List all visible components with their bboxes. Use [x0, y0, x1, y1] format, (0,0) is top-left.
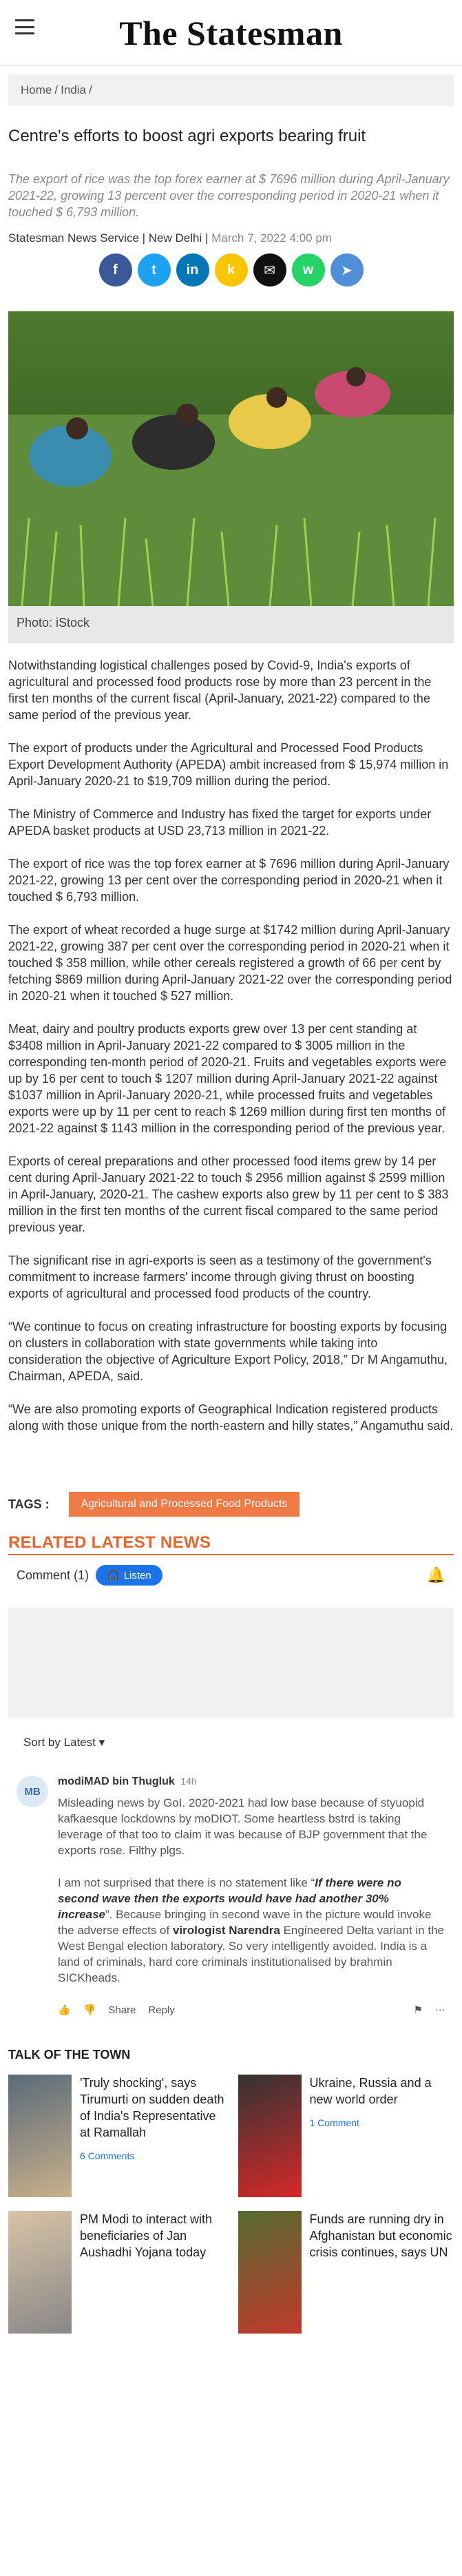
- article-figure: [8, 311, 454, 643]
- share-button[interactable]: Share: [108, 2004, 136, 2016]
- talk-of-town-heading: TALK OF THE TOWN: [8, 2048, 131, 2061]
- telegram-icon[interactable]: ➤: [330, 253, 364, 287]
- related-news-heading: RELATED LATEST NEWS: [8, 1533, 454, 1555]
- publish-date: March 7, 2022 4:00 pm: [211, 231, 332, 245]
- photo-caption: Photo: iStock: [8, 606, 454, 643]
- talk-of-town-grid: [8, 2075, 454, 2334]
- koo-icon[interactable]: k: [215, 253, 248, 287]
- breadcrumb-sep: /: [54, 83, 59, 96]
- flag-icon[interactable]: ⚑: [413, 2004, 423, 2016]
- tag-item[interactable]: Agricultural and Processed Food Products: [69, 1492, 300, 1517]
- byline: Statesman News Service | New Delhi | March 7, 2022 4:00 pm: [8, 231, 332, 245]
- article-title: Centre's efforts to boost agri exports bearing fruit: [8, 127, 366, 145]
- talk-card-comments[interactable]: 1 Comment: [309, 2117, 359, 2128]
- article-paragraph: The export of rice was the top forex earner at $ 7696 million during April-January 2021-22, growing 13 per cent over the corresponding period in 2020-21 when it touched $ 6,793 million.: [8, 857, 450, 904]
- reply-button[interactable]: Reply: [148, 2004, 175, 2016]
- article-body: [8, 657, 454, 1434]
- sort-dropdown[interactable]: [8, 1736, 454, 1749]
- talk-card[interactable]: [8, 2075, 224, 2197]
- headphones-icon: 🎧: [107, 1570, 120, 1581]
- listen-label: Listen: [123, 1569, 151, 1581]
- location: New Delhi: [148, 231, 202, 245]
- article-summary: The export of rice was the top forex earner at $ 7696 million during April-January 2021-22, growing 13 percent over the corresponding period in 2020-21 when it touched $ 6,793 million.: [8, 172, 450, 219]
- talk-card-title[interactable]: PM Modi to interact with beneficiaries of Jan Aushadhi Yojana today: [80, 2212, 213, 2259]
- whatsapp-icon[interactable]: w: [292, 253, 325, 287]
- chevron-down-icon: ▾: [98, 1736, 105, 1749]
- author[interactable]: Statesman News Service: [8, 231, 139, 245]
- sort-label: Sort by Latest: [23, 1736, 96, 1749]
- article-paragraph: “We continue to focus on creating infrastructure for boosting exports by focusing on clusters in collaboration with state governments while taking into consideration the objective of Agriculture Export Policy, 2018,” Dr M Angamuthu, Chairman, APEDA, said.: [8, 1320, 448, 1383]
- share-bar: [8, 253, 454, 287]
- talk-card-thumbnail[interactable]: [8, 2211, 72, 2334]
- talk-card-title[interactable]: Funds are running dry in Afghanistan but economic crisis continues, says UN: [309, 2212, 452, 2259]
- article-paragraph: The export of products under the Agricultural and Processed Food Products Export Development Authority (APEDA) ambit increased from $ 15,974 million in April-January 2020-21 to $19,709 million during the period.: [8, 741, 449, 788]
- talk-card[interactable]: [238, 2211, 454, 2334]
- listen-button[interactable]: [96, 1565, 162, 1586]
- article-paragraph: The export of wheat recorded a huge surge at $1742 million during April-January 2021-22, growing 387 per cent over the corresponding period in 2020-21 when it touched $ 358 million, while other cereals registered a growth of 66 per cent by fetching $869 million during April-January 2021-22 over the corresponding period in 2020-21 when it touched $ 527 million.: [8, 923, 452, 1003]
- article-paragraph: “We are also promoting exports of Geographical Indication registered products along with those unique from the north-eastern and hilly states,” Angamuthu said.: [8, 1402, 454, 1433]
- comment-text: I am not surprised that there is no statement like “If there were no second wave then the exports would have had another 30% increase”. Because bringing in second wave in the picture would invoke the adverse effects of virologist Narendra Engineered Delta variant in the West Bengal election laboratory. So very intelligently avoided. India is a land of criminals, hard core criminals institutionalised by brahmin SICKheads.: [58, 1876, 444, 1984]
- talk-card-title[interactable]: 'Truly shocking', says Tirumurti on sudden death of India's Representative at Ramallah: [80, 2076, 224, 2139]
- email-icon[interactable]: ✉: [253, 253, 286, 287]
- comment-time: 14h: [180, 1776, 197, 1787]
- bell-icon[interactable]: 🔔: [426, 1566, 445, 1583]
- linkedin-icon[interactable]: in: [176, 253, 209, 287]
- talk-card[interactable]: [238, 2075, 454, 2197]
- article-paragraph: The significant rise in agri-exports is seen as a testimony of the government's commitment to increase farmers' income through giving thrust on boosting exports of agricultural and processed food products of the country.: [8, 1254, 432, 1300]
- tags-row: [8, 1492, 454, 1517]
- site-logo[interactable]: The Statesman: [119, 13, 343, 52]
- dislike-icon[interactable]: 👎: [83, 2004, 96, 2016]
- tags-label: TAGS :: [8, 1497, 50, 1511]
- article-paragraph: Meat, dairy and poultry products exports grew over 13 per cent standing at $3408 million in April-January 2021-22 compared to $ 3005 million in the corresponding ten-month period of 2020-21. Fruits and vegetables exports were up by 16 per cent to touch $ 1207 million during April-January 2021-22 against $1037 million in April-January 2020-21, while processed fruits and vegetables exports were up by 11 per cent to reach $ 1269 million during first ten months of 2021-22 against $ 1143 million in the corresponding period of the previous year.: [8, 1022, 447, 1135]
- twitter-icon[interactable]: t: [138, 253, 171, 287]
- talk-card[interactable]: [8, 2211, 224, 2334]
- comment-author[interactable]: modiMAD bin Thugluk: [58, 1776, 175, 1787]
- comment-actions: [58, 2004, 445, 2016]
- talk-card-thumbnail[interactable]: [238, 2211, 302, 2334]
- article-paragraph: Exports of cereal preparations and other processed food items grew by 14 per cent during April-January 2021-22 to touch $ 2956 million against $ 2599 million in April-January, 2020-21. The cashew exports also grew by 11 per cent to $ 383 million in the first ten months of the current fiscal compared to the same period previous year.: [8, 1154, 449, 1234]
- comment-bar: [8, 1565, 454, 1586]
- breadcrumb: [8, 74, 454, 106]
- talk-card-thumbnail[interactable]: [238, 2075, 302, 2197]
- comment-item: [8, 1776, 454, 2016]
- article-photo: [8, 311, 454, 606]
- facebook-icon[interactable]: f: [99, 253, 132, 287]
- breadcrumb-section[interactable]: India: [61, 83, 86, 96]
- hamburger-icon[interactable]: [15, 19, 34, 34]
- talk-card-comments[interactable]: 6 Comments: [80, 2150, 135, 2161]
- talk-card-title[interactable]: Ukraine, Russia and a new world order: [309, 2076, 432, 2106]
- site-header: [0, 0, 462, 66]
- breadcrumb-home[interactable]: Home: [21, 83, 52, 96]
- more-icon[interactable]: ⋯: [435, 2004, 445, 2016]
- comment-count: Comment (1): [17, 1568, 90, 1582]
- talk-card-thumbnail[interactable]: [8, 2075, 72, 2197]
- article-paragraph: Notwithstanding logistical challenges posed by Covid-9, India's exports of agricultural and processed food products rose by more than 23 percent in the first ten months of the current fiscal (April-January, 2021-22) compared to the same period of the previous year.: [8, 658, 432, 722]
- like-icon[interactable]: 👍: [58, 2004, 71, 2016]
- avatar: MB: [17, 1776, 48, 1807]
- comment-text: Misleading news by GoI. 2020-2021 had low base because of styuopid kafkaesque lockdowns by moDIOT. Some heartless bstrd is taking leverage of that too to claim it was because of BJP government that the exports rose. Filthy plgs.: [58, 1796, 428, 1857]
- article-paragraph: The Ministry of Commerce and Industry has fixed the target for exports under APEDA basket products at USD 23,713 million in 2021-22.: [8, 807, 432, 838]
- comment-input-box[interactable]: [8, 1608, 454, 1718]
- breadcrumb-sep: /: [88, 83, 92, 96]
